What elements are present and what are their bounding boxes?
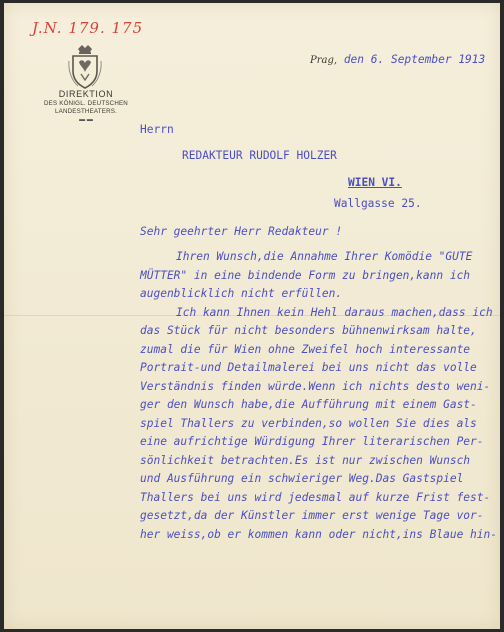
letter-page	[4, 3, 500, 629]
coat-of-arms-icon	[66, 43, 104, 91]
letterhead-line-2: LANDESTHEATERS.	[54, 108, 118, 115]
body-line: Thallers bei uns wird jedesmal auf kurze Frist fest-	[140, 490, 491, 504]
body-line: und Ausführung ein schwieriger Weg.Das Gastspiel	[140, 472, 464, 485]
recipient-name: REDAKTEUR RUDOLF HOLZER	[182, 149, 337, 162]
letterhead-line-1: DES KÖNIGL. DEUTSCHEN	[44, 100, 128, 107]
body-line: Verständnis finden würde.Wenn ich nichts desto weni-	[140, 379, 491, 393]
letterhead-ornament: ▬ ▬	[79, 117, 93, 123]
body-line: MÜTTER" in eine bindende Form zu bringen,kann ich	[140, 268, 471, 282]
archive-reference-note: J.N. 179. 175	[32, 19, 144, 37]
body-line: eine aufrichtige Würdigung Ihrer literarischen Per-	[140, 435, 484, 448]
body-line: gesetzt,da der Künstler immer erst wenige Tage vor-	[140, 509, 484, 522]
letterhead	[22, 89, 150, 124]
body-line: ger den Wunsch habe,die Aufführung mit einem Gast-	[140, 398, 477, 411]
recipient-city: WIEN VI.	[348, 176, 402, 189]
dateline-date: den 6. September 1913	[343, 53, 486, 66]
dateline	[310, 53, 485, 66]
letter-body	[140, 248, 497, 544]
body-line: das Stück für nicht besonders bühnenwirksam halte,	[140, 324, 477, 337]
body-line: augenblicklich nicht erfüllen.	[140, 287, 343, 300]
greeting: Sehr geehrter Herr Redakteur !	[140, 225, 343, 238]
body-line: sönlichkeit betrachten.Es ist nur zwischen Wunsch	[140, 453, 471, 467]
body-line: Portrait-und Detailmalerei bei uns nicht das volle	[140, 361, 477, 374]
body-line: zumal die für Wien ohne Zweifel hoch interessante	[140, 342, 471, 356]
body-line: her weiss,ob er kommen kann oder nicht,ins Blaue hin-	[140, 527, 497, 541]
recipient-street: Wallgasse 25.	[334, 197, 422, 210]
body-line: Ihren Wunsch,die Annahme Ihrer Komödie "GUTE	[176, 250, 473, 263]
letterhead-title: DIREKTION	[58, 89, 114, 99]
body-line: Ich kann Ihnen kein Hehl daraus machen,dass ich	[176, 305, 493, 319]
recipient-title: Herrn	[140, 123, 174, 136]
dateline-place: Prag,	[310, 55, 338, 66]
body-line: spiel Thallers zu verbinden,so wollen Sie dies als	[140, 416, 477, 430]
